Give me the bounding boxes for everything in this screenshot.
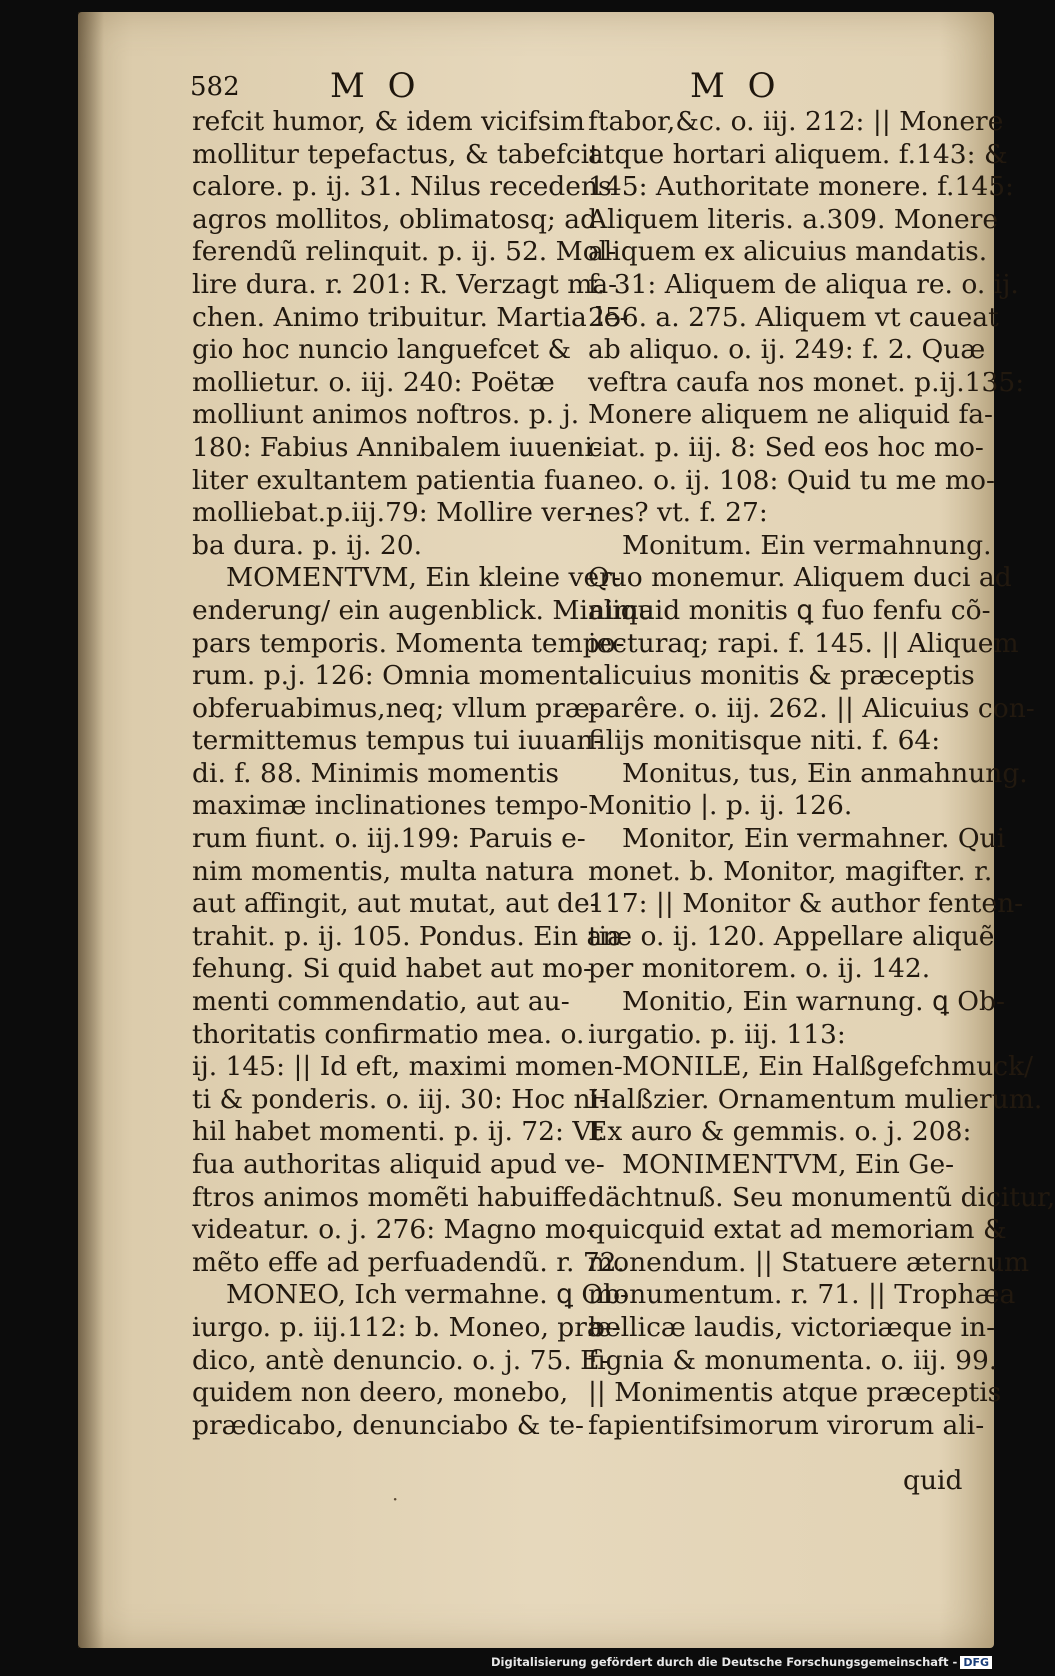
right-column-line: monumentum. r. 71. || Trophæa xyxy=(588,1279,1016,1311)
left-column-line: hil habet momenti. p. ij. 72: Vt xyxy=(192,1116,603,1148)
left-column-line: MONEO, Ich vermahne. ꝗ Ob- xyxy=(226,1279,630,1311)
left-column-line: di. f. 88. Minimis momentis xyxy=(192,757,560,789)
left-column-line: thoritatis confirmatio mea. o. xyxy=(192,1018,585,1050)
right-column-line: aliquem ex alicuius mandatis. xyxy=(588,236,988,268)
left-column-line: pars temporis. Momenta tempo- xyxy=(192,627,625,659)
left-column-line: rum. p.j. 126: Omnia momenta xyxy=(192,660,605,692)
right-column-line: monet. b. Monitor, magifter. r. xyxy=(588,855,993,887)
left-column-line: aut affingit, aut mutat, aut de- xyxy=(192,888,599,920)
left-column-line: refcit humor, & idem vicifsim xyxy=(192,106,585,137)
right-column-line: ab aliquo. o. ij. 249: f. 2. Quæ xyxy=(588,334,986,366)
right-column-line: 117: || Monitor & author fenten- xyxy=(588,888,1024,920)
right-column-line: ftabor,&c. o. iij. 212: || Monere xyxy=(588,106,1004,137)
left-column-line: 180: Fabius Annibalem iuueni- xyxy=(192,431,602,463)
left-column-line: maximæ inclinationes tempo- xyxy=(192,790,589,822)
right-column-line: neo. o. ij. 108: Quid tu me mo- xyxy=(588,464,995,496)
left-column-line: prædicabo, denunciabo & te- xyxy=(192,1409,584,1441)
left-column-line: iurgo. p. iij.112: b. Moneo, præ- xyxy=(192,1311,621,1343)
right-column-line: fapientifsimorum virorum ali- xyxy=(588,1409,985,1441)
right-column-line: 256. a. 275. Aliquem vt caueat xyxy=(588,301,999,333)
left-column-line: menti commendatio, aut au- xyxy=(192,986,570,1018)
right-column-line: Monitum. Ein vermahnung. xyxy=(622,529,992,561)
page-number: 582 xyxy=(190,72,240,102)
right-column-line: fignia & monumenta. o. iij. 99. xyxy=(588,1344,998,1376)
right-column-line: Ex auro & gemmis. o. j. 208: xyxy=(588,1116,972,1148)
right-column-line: Halßzier. Ornamentum mulierum. xyxy=(588,1083,1043,1115)
left-column-line: fua authoritas aliquid apud ve- xyxy=(192,1149,605,1180)
left-column-line: obferuabimus,neq; vllum præ- xyxy=(192,692,599,724)
right-column-line: Monitio, Ein warnung. ꝗ Ob- xyxy=(622,986,1005,1018)
left-column-line: ftros animos momẽti habuiffe xyxy=(192,1181,587,1213)
right-column-line: veftra caufa nos monet. p.ij.135: xyxy=(588,366,1025,398)
left-column-line: calore. p. ij. 31. Nilus recedens xyxy=(192,171,612,203)
left-column-line: dico, antè denuncio. o. j. 75. E- xyxy=(192,1344,609,1376)
credit-text: Digitalisierung gefördert durch die Deutsche Forschungsgemeinschaft - xyxy=(490,1655,958,1669)
left-column-line: molliunt animos noftros. p. j. xyxy=(192,399,580,431)
right-text-column xyxy=(588,106,1055,1442)
right-column-line: per monitorem. o. ij. 142. xyxy=(588,953,931,985)
digitization-credit xyxy=(0,1655,992,1669)
left-column-line: mollietur. o. iij. 240: Poëtæ xyxy=(192,366,555,398)
left-column-line: MOMENTVM, Ein kleine ver- xyxy=(226,562,621,594)
left-column-line: trahit. p. ij. 105. Pondus. Ein an- xyxy=(192,920,629,952)
right-column-line: Monere aliquem ne aliquid fa- xyxy=(588,399,994,431)
left-column-line: fehung. Si quid habet aut mo- xyxy=(192,953,593,985)
left-column-line: nim momentis, multa natura xyxy=(192,855,575,887)
right-column-line: atque hortari aliquem. f.143: & xyxy=(588,138,1008,170)
right-column-line: iecturaq; rapi. f. 145. || Aliquem xyxy=(588,627,1019,659)
left-column-line: ferendũ relinquit. p. ij. 52. Mol- xyxy=(192,236,617,268)
left-column-line: termittemus tempus tui iuuan- xyxy=(192,725,603,757)
left-column-line: videatur. o. j. 276: Magno mo- xyxy=(192,1214,595,1246)
right-column-line: dächtnuß. Seu monumentũ dicitur, xyxy=(588,1181,1055,1213)
left-running-head: M O xyxy=(330,66,422,106)
left-column-line: molliebat.p.iij.79: Mollire ver- xyxy=(192,497,594,529)
left-column-line: gio hoc nuncio languefcet & xyxy=(192,334,572,366)
right-column-line: Quo monemur. Aliquem duci ad xyxy=(588,562,1012,594)
right-column-line: MONIMENTVM, Ein Ge- xyxy=(622,1149,955,1180)
right-column-line: ciat. p. iij. 8: Sed eos hoc mo- xyxy=(588,431,984,463)
right-column-line: alicuius monitis & præceptis xyxy=(588,660,975,692)
left-column-line: lire dura. r. 201: R. Verzagt ma- xyxy=(192,268,618,300)
right-column-line: Aliquem literis. a.309. Monere xyxy=(588,203,999,235)
left-column-line: liter exultantem patientia fua xyxy=(192,464,587,496)
left-column-line: mollitur tepefactus, & tabefcit xyxy=(192,138,600,170)
right-running-head: M O xyxy=(690,66,782,106)
right-column-line: 145: Authoritate monere. f.145: xyxy=(588,171,1014,203)
right-column-line: filijs monitisque niti. f. 64: xyxy=(588,725,941,757)
right-column-line: aliquid monitis ꝗ fuo fenfu cõ- xyxy=(588,594,991,626)
left-column-line: quidem non deero, monebo, xyxy=(192,1377,569,1409)
left-column-line: chen. Animo tribuitur. Martia le- xyxy=(192,301,629,333)
right-column-line: iurgatio. p. iij. 113: xyxy=(588,1018,846,1050)
ink-mark: · xyxy=(392,1487,399,1511)
left-column-line: agros mollitos, oblimatosq; ad xyxy=(192,203,598,235)
right-column-line: monendum. || Statuere æternum xyxy=(588,1246,1030,1278)
right-column-line: Monitio |. p. ij. 126. xyxy=(588,790,853,822)
left-text-column xyxy=(192,106,655,1442)
right-column-line: quicquid extat ad memoriam & xyxy=(588,1214,1007,1246)
left-column-line: ij. 145: || Id eft, maximi momen- xyxy=(192,1051,623,1083)
dfg-logo: DFG xyxy=(960,1656,992,1669)
right-column-line: || Monimentis atque præceptis xyxy=(588,1377,1002,1409)
left-column-line: ba dura. p. ij. 20. xyxy=(192,529,423,561)
left-column-line: ti & ponderis. o. iij. 30: Hoc ni- xyxy=(192,1083,609,1115)
right-column-line: bellicæ laudis, victoriæque in- xyxy=(588,1311,996,1343)
left-column-line: enderung/ ein augenblick. Minima xyxy=(192,594,655,626)
left-column-line: mẽto effe ad perfuadendũ. r. 72. xyxy=(192,1246,625,1278)
page-gutter-shadow xyxy=(78,12,104,1648)
right-column-line: tiæ o. ij. 120. Appellare aliquẽ xyxy=(588,920,995,952)
right-column-line: f. 31: Aliquem de aliqua re. o. ij. xyxy=(588,268,1019,300)
right-column-line: parêre. o. iij. 262. || Alicuius con- xyxy=(588,692,1035,724)
right-column-line: MONILE, Ein Halßgefchmuck/ xyxy=(622,1051,1034,1083)
right-column-line: Monitor, Ein vermahner. Qui xyxy=(622,823,1006,855)
left-column-line: rum fiunt. o. iij.199: Paruis e- xyxy=(192,823,586,855)
right-column-line: nes? vt. f. 27: xyxy=(588,497,768,529)
right-column-line: Monitus, tus, Ein anmahnung. xyxy=(622,757,1028,789)
catchword: quid xyxy=(903,1465,963,1496)
